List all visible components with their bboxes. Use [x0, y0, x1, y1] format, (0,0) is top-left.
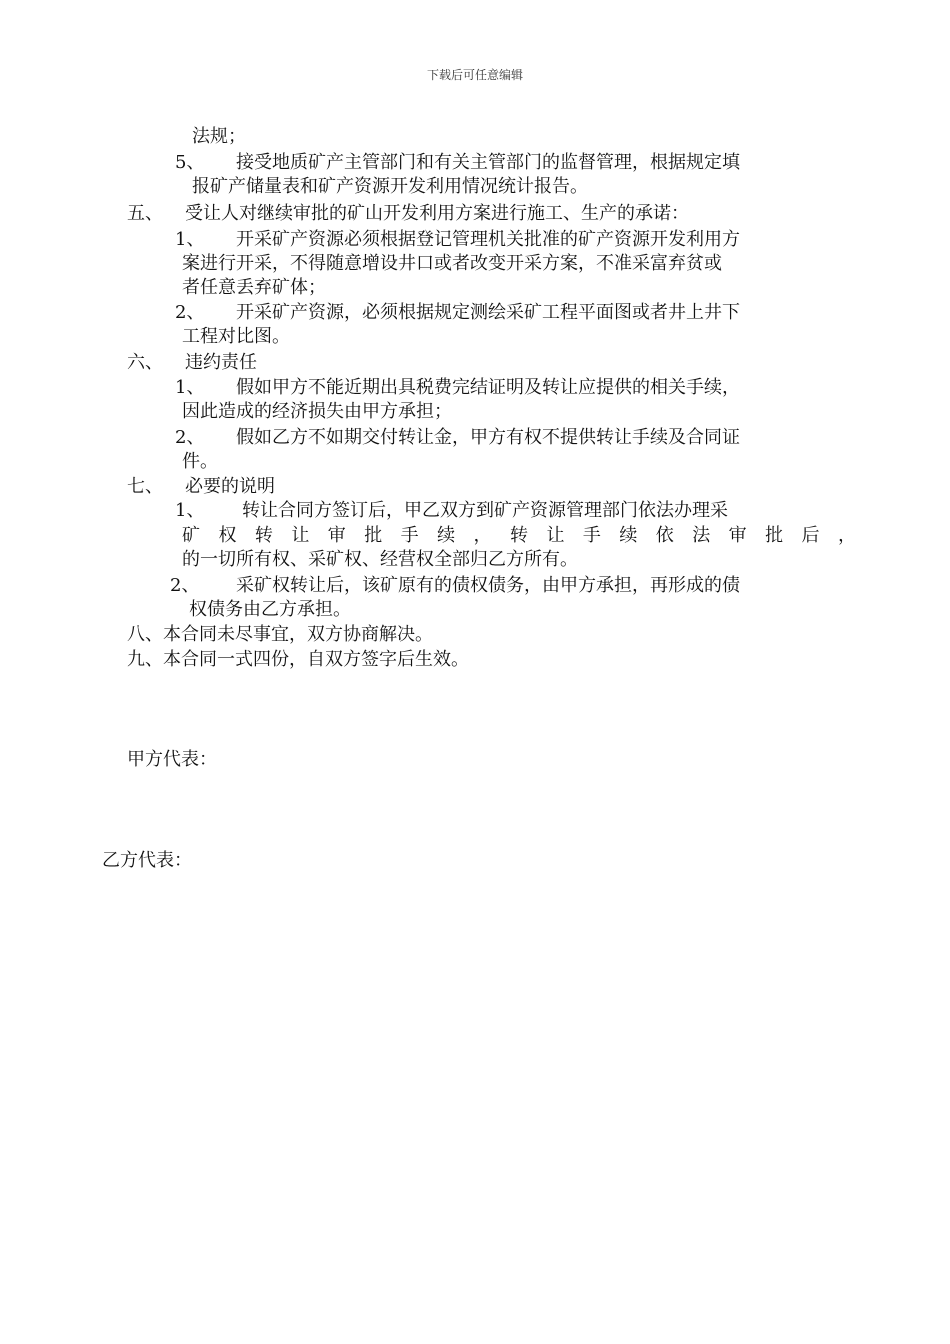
section-number: 五、 [127, 203, 163, 224]
section-nine: 九、本合同一式四份，自双方签字后生效。 [127, 649, 469, 670]
text-line: 案进行开采，不得随意增设井口或者改变开采方案，不准采富弃贫或 [182, 253, 722, 274]
item-number: 2、 [170, 575, 200, 596]
text-line: 工程对比图。 [182, 326, 290, 347]
page-header: 下载后可任意编辑 [426, 68, 523, 82]
text-line-justified: 矿权转让审批手续，转让手续依法审批后， [182, 525, 856, 546]
text-line: 假如乙方不如期交付转让金，甲方有权不提供转让手续及合同证 [236, 427, 740, 448]
item-number: 2、 [175, 427, 205, 448]
text-line: 接受地质矿产主管部门和有关主管部门的监督管理，根据规定填 [236, 152, 740, 173]
text-line: 权债务由乙方承担。 [189, 599, 351, 620]
text-line: 开采矿产资源，必须根据规定测绘采矿工程平面图或者井上井下 [236, 302, 740, 323]
section-title: 必要的说明 [185, 476, 275, 497]
item-number: 1、 [175, 229, 205, 250]
section-eight: 八、本合同未尽事宜，双方协商解决。 [127, 624, 433, 645]
text-line: 的一切所有权、采矿权、经营权全部归乙方所有。 [182, 549, 578, 570]
section-number: 六、 [127, 352, 163, 373]
text-line: 假如甲方不能近期出具税费完结证明及转让应提供的相关手续， [236, 377, 740, 398]
text-line: 因此造成的经济损失由甲方承担； [182, 401, 452, 422]
text-line: 报矿产储量表和矿产资源开发利用情况统计报告。 [192, 176, 588, 197]
item-number: 2、 [175, 302, 205, 323]
text-line: 件。 [182, 451, 218, 472]
text-line: 开采矿产资源必须根据登记管理机关批准的矿产资源开发利用方 [236, 229, 740, 250]
text-line: 采矿权转让后，该矿原有的债权债务，由甲方承担，再形成的债 [236, 575, 740, 596]
section-number: 七、 [127, 476, 163, 497]
party-b-signature-label: 乙方代表： [102, 850, 192, 871]
item-number: 1、 [175, 500, 205, 521]
text-line: 转让合同方签订后，甲乙双方到矿产资源管理部门依法办理采 [242, 500, 728, 521]
section-title: 违约责任 [185, 352, 257, 373]
item-number: 1、 [175, 377, 205, 398]
text-line: 者任意丢弃矿体； [182, 277, 326, 298]
item-number: 5、 [175, 152, 205, 173]
text-line: 法规； [192, 126, 246, 147]
party-a-signature-label: 甲方代表： [127, 749, 217, 770]
section-title: 受让人对继续审批的矿山开发利用方案进行施工、生产的承诺： [185, 203, 689, 224]
